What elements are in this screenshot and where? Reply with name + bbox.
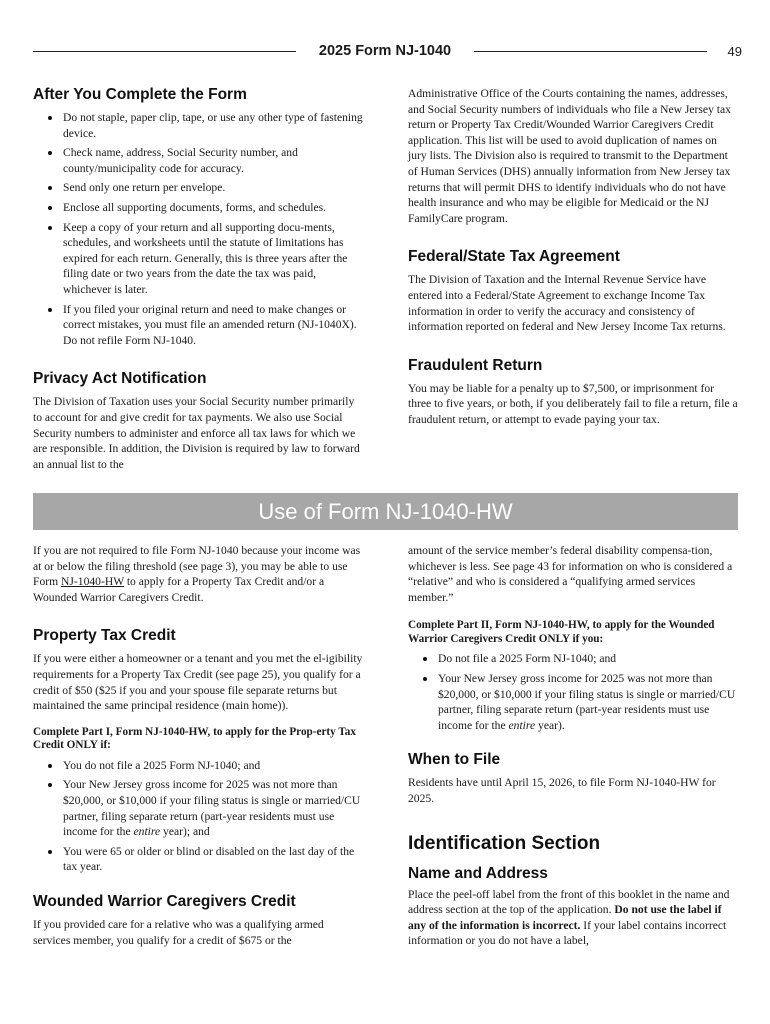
- after-complete-heading: After You Complete the Form: [33, 86, 247, 103]
- wounded-warrior-heading: Wounded Warrior Caregivers Credit: [33, 892, 296, 910]
- hw-intro-text-end: to apply for a Property Tax Credit and/or a Wounded Warrior Caregivers Credit.: [33, 575, 325, 604]
- identification-heading: Identification Section: [408, 832, 601, 854]
- privacy-text-left: The Division of Taxation uses your Social Security number primarily to account for and give credit for tax payments. We also use Social Security numbers to administer and enforce all tax laws for which we are responsible. In addition, the Division is required by law to forward an annual list to the: [33, 395, 360, 471]
- lower-left-column: [33, 543, 363, 948]
- name-address-text-end: If your label contains incorrect information or you do not have a label,: [408, 918, 727, 948]
- name-address-warning: Do not use the label if any of the information is incorrect.: [408, 903, 722, 932]
- name-address-text: [408, 887, 738, 949]
- hw-intro-text-start: If you are not required to file Form NJ-1040 because your income was at or below the filing threshold (see page 3), you may be able to use Form: [33, 544, 361, 589]
- header-rule-right: [474, 51, 707, 52]
- nj-1040-hw-link[interactable]: NJ-1040-HW: [61, 575, 124, 589]
- list-item-text: Your New Jersey gross income for 2025 was not more than $20,000, or $10,000 if your filing status is single or married/CU partner, filing separate return (part-year residents must use income for the: [63, 778, 361, 839]
- section-banner: Use of Form NJ-1040-HW: [33, 493, 738, 530]
- list-item-text: year).: [535, 718, 565, 732]
- header-rule-left: [33, 51, 296, 52]
- list-item-text: year); and: [160, 825, 210, 839]
- list-item-emphasis: entire: [508, 718, 536, 732]
- property-tax-subheading: Complete Part I, Form NJ-1040-HW, to apply for the Prop-erty Tax Credit ONLY if:: [33, 725, 356, 752]
- wounded-warrior-list: [408, 651, 738, 733]
- property-tax-heading: Property Tax Credit: [33, 627, 176, 645]
- upper-right-column: [408, 86, 738, 428]
- lower-right-column: [408, 543, 738, 949]
- page-header-title: 2025 Form NJ-1040: [318, 43, 452, 59]
- wounded-warrior-subheading: Complete Part II, Form NJ-1040-HW, to apply for the Wounded Warrior Caregivers Credit ONLY if you:: [408, 619, 715, 645]
- list-item: Check name, address, Social Security number, and county/municipality code for accuracy.: [63, 145, 363, 176]
- wounded-warrior-text-right: amount of the service member’s federal disability compensa-tion, whichever is less. See page 43 for information on who is considered a “relative” and who is considered a “qualifying armed services member.”: [408, 544, 733, 604]
- fraudulent-heading: Fraudulent Return: [408, 356, 543, 374]
- list-item: Enclose all supporting documents, forms, and schedules.: [63, 200, 363, 216]
- list-item: Do not staple, paper clip, tape, or use any other type of fastening device.: [63, 111, 363, 140]
- list-item: [438, 671, 738, 733]
- list-item: Do not file a 2025 Form NJ-1040; and: [438, 651, 738, 667]
- list-item: [63, 777, 363, 839]
- list-item: Keep a copy of your return and all supporting docu-ments, schedules, and worksheets until the statute of limitations has expired for each return. Generally, this is three years after the filing date or two years from the date the tax was paid, whichever is later.: [63, 220, 363, 298]
- page-number: 49: [727, 44, 742, 59]
- when-to-file-text: Residents have until April 15, 2026, to file Form NJ-1040-HW for 2025.: [408, 776, 716, 805]
- hw-intro-text: [33, 543, 363, 605]
- federal-state-text: The Division of Taxation and the Internal Revenue Service have entered into a Federal/State Agreement to exchange Income Tax information in order to verify the accuracy and consistency of information reported on federal and New Jersey Income Tax returns.: [408, 273, 726, 334]
- list-item-text: Your New Jersey gross income for 2025 was not more than $20,000, or $10,000 if your filing status is single or married/CU partner, filing separate return (part-year residents must use income for the: [438, 671, 736, 732]
- list-item: You do not file a 2025 Form NJ-1040; and: [63, 758, 363, 774]
- privacy-text-right: Administrative Office of the Courts containing the names, addresses, and Social Security numbers of individuals who file a New Jersey tax return or Property Tax Credit/Wounded Warrior Caregivers Credit application. This list will be used to avoid duplication of names on jury lists. The Division also is required to transmit to the Department of Human Services (DHS) annually information from New Jersey tax returns that will permit DHS to identify individuals who do not have health insurance and who may be eligible for Medicaid or the NJ FamilyCare program.: [408, 87, 731, 225]
- upper-left-column: [33, 86, 363, 472]
- list-item: You were 65 or older or blind or disabled on the last day of the tax year.: [63, 844, 363, 875]
- when-to-file-heading: When to File: [408, 751, 501, 769]
- privacy-heading: Privacy Act Notification: [33, 370, 207, 388]
- after-complete-list: [33, 110, 363, 348]
- list-item: Send only one return per envelope.: [63, 180, 363, 196]
- list-item: If you filed your original return and need to make changes or correct mistakes, you must file an amended return (NJ-1040X). Do not refile Form NJ-1040.: [63, 302, 363, 349]
- name-address-text-start: Place the peel-off label from the front of this booklet in the name and address section at the top of the application.: [408, 887, 730, 917]
- federal-state-heading: Federal/State Tax Agreement: [408, 248, 620, 266]
- property-tax-text: If you were either a homeowner or a tenant and you met the el-igibility requirements for a Property Tax Credit (see page 25), you qualify for a credit of $50 ($25 if you and your spouse file separate returns but maintained the same principal residence (main home)).: [33, 652, 363, 713]
- property-tax-list: [33, 758, 363, 875]
- name-address-heading: Name and Address: [408, 864, 548, 882]
- fraudulent-text: You may be liable for a penalty up to $7,500, or imprisonment for three to five years, or both, if you deliberately fail to file a return, file a fraudulent return, or attempt to evade paying your tax.: [408, 381, 738, 426]
- list-item-emphasis: entire: [133, 825, 161, 839]
- wounded-warrior-text-left: If you provided care for a relative who was a qualifying armed services member, you qualify for a credit of $675 or the: [33, 917, 324, 947]
